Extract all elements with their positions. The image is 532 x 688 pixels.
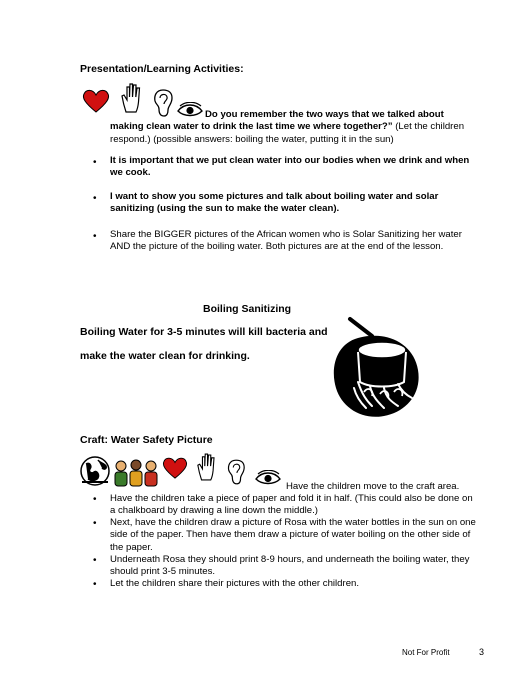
heart-icon [162, 456, 188, 480]
bullet-marker: • [93, 193, 97, 204]
bullet-marker: • [93, 579, 97, 590]
craft-intro-text: Have the children move to the craft area. [286, 481, 460, 492]
hand-icon [196, 452, 220, 482]
bullet-marker: • [93, 555, 97, 566]
bullet-marker: • [93, 518, 97, 529]
children-icon [112, 458, 160, 488]
section-heading-presentation: Presentation/Learning Activities: [80, 63, 244, 75]
globe-icon [78, 454, 112, 488]
bullet-show-pictures: I want to show you some pictures and talk about boiling water and solar sanitizing (using the sun to make the water clean). [110, 191, 439, 215]
section-heading-craft: Craft: Water Safety Picture [80, 434, 213, 446]
boiling-pot-icon [328, 316, 424, 420]
boiling-line-2: make the water clean for drinking. [80, 350, 250, 362]
heart-icon [82, 88, 110, 114]
ear-icon [226, 458, 246, 486]
craft-icon-row [78, 452, 286, 492]
section-heading-boiling: Boiling Sanitizing [203, 303, 292, 315]
page-number: 3 [479, 647, 485, 657]
question-paragraph [110, 109, 478, 146]
bullet-clean-water: It is important that we put clean water into our bodies when we drink and when we cook. [110, 155, 470, 179]
bullet-marker: • [93, 494, 97, 505]
craft-bullet-share: Let the children share their pictures with the other children. [110, 578, 360, 589]
craft-bullet-fold-paper: Have the children take a piece of paper and fold it in half. (This could also be done on a chalkboard by drawing a line down the middle.) [110, 493, 473, 517]
craft-bullet-draw-rosa: Next, have the children draw a picture of Rosa with the water bottles in the sun on one side of the paper. Then have them draw a picture of water boiling on the other side of the paper. [110, 517, 476, 553]
footer-text: Not For Profit [402, 648, 450, 657]
eye-icon [254, 470, 282, 486]
boiling-line-1: Boiling Water for 3-5 minutes will kill bacteria and [80, 326, 328, 338]
bullet-marker: • [93, 157, 97, 168]
bullet-marker: • [93, 231, 97, 242]
craft-bullet-print-hours: Underneath Rosa they should print 8-9 hours, and underneath the boiling water, they should print 3-5 minutes. [110, 554, 470, 578]
question-normal-text: (Let the children respond.) (possible answers: boiling the water, putting it in the sun) [110, 121, 465, 145]
question-bold-text: Do you remember the two ways that we talked about making clean water to drink the last time we where together?” [110, 109, 444, 133]
bullet-share-pictures: Share the BIGGER pictures of the African women who is Solar Sanitizing her water AND the picture of the boiling water. Both pictures are at the end of the lesson. [110, 229, 462, 253]
